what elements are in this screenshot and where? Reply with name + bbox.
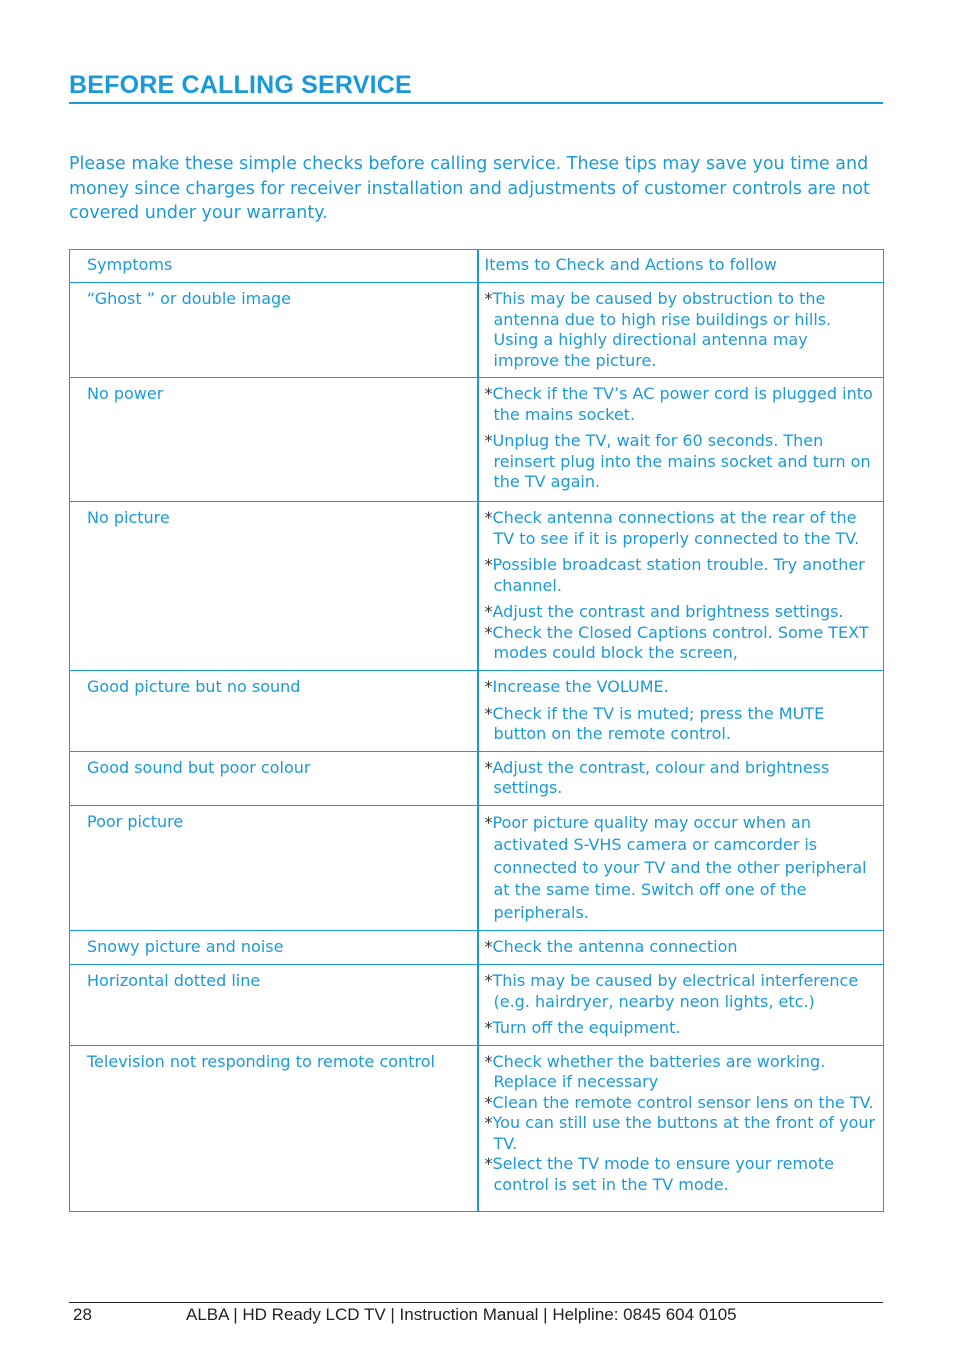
actions-cell xyxy=(478,751,884,805)
symptom-cell: Television not responding to remote control xyxy=(70,1045,478,1211)
action-item: *Increase the VOLUME. xyxy=(484,677,669,696)
actions-cell xyxy=(478,965,884,1046)
actions-cell xyxy=(478,1045,884,1211)
actions-cell xyxy=(478,671,884,752)
table-row xyxy=(70,751,884,805)
page-title: BEFORE CALLING SERVICE xyxy=(69,70,883,104)
action-item: *Check the antenna connection xyxy=(484,937,738,956)
action-item: *Clean the remote control sensor lens on the TV. xyxy=(484,1092,874,1112)
action-item: *Check antenna connections at the rear of the TV to see if it is properly connected to the TV. xyxy=(484,508,860,548)
action-item: *Select the TV mode to ensure your remote control is set in the TV mode. xyxy=(484,1154,834,1194)
actions-cell xyxy=(478,502,884,671)
actions-cell xyxy=(478,805,884,931)
symptom-cell: Good sound but poor colour xyxy=(70,751,478,805)
table-row xyxy=(70,931,884,965)
action-item: *Check whether the batteries are working. Replace if necessary xyxy=(484,1051,826,1091)
table-header-row xyxy=(70,250,884,283)
action-item: *Check if the TV’s AC power cord is plugged into the mains socket. xyxy=(484,384,873,424)
table-row xyxy=(70,1045,884,1211)
table-row xyxy=(70,502,884,671)
action-item: *Adjust the contrast, colour and brightness settings. xyxy=(484,757,830,797)
action-item: *Turn off the equipment. xyxy=(484,1018,681,1037)
footer-text: ALBA | HD Ready LCD TV | Instruction Manual | Helpline: 0845 604 0105 xyxy=(186,1305,737,1324)
action-item: *Check the Closed Captions control. Some TEXT modes could block the screen, xyxy=(484,622,869,662)
actions-cell xyxy=(478,378,884,502)
symptom-cell: “Ghost ” or double image xyxy=(70,283,478,378)
symptom-cell: Poor picture xyxy=(70,805,478,931)
action-item: *This may be caused by obstruction to the antenna due to high rise buildings or hills. Using a highly directional antenna may improve the picture. xyxy=(484,289,832,370)
intro-paragraph: Please make these simple checks before calling service. These tips may save you time and money since charges for receiver installation and adjustments of customer controls are not covered under your warranty. xyxy=(69,154,870,223)
actions-cell xyxy=(478,931,884,965)
table-row xyxy=(70,378,884,502)
table-row xyxy=(70,671,884,752)
table-row xyxy=(70,805,884,931)
action-item: *Possible broadcast station trouble. Try another channel. xyxy=(484,555,865,595)
page-number: 28 xyxy=(73,1305,92,1324)
table-row xyxy=(70,965,884,1046)
table-row xyxy=(70,283,884,378)
action-item: *Unplug the TV, wait for 60 seconds. Then reinsert plug into the mains socket and turn on the TV again. xyxy=(484,431,871,491)
action-item: *Check if the TV is muted; press the MUTE button on the remote control. xyxy=(484,703,825,743)
footer-divider xyxy=(69,1302,883,1303)
troubleshooting-table xyxy=(69,249,884,1212)
action-item: *This may be caused by electrical interference (e.g. hairdryer, nearby neon lights, etc.) xyxy=(484,971,859,1011)
symptom-cell: No picture xyxy=(70,502,478,671)
symptom-cell: No power xyxy=(70,378,478,502)
symptom-cell: Snowy picture and noise xyxy=(70,931,478,965)
symptom-cell: Good picture but no sound xyxy=(70,671,478,752)
actions-cell xyxy=(478,283,884,378)
header-symptoms: Symptoms xyxy=(70,250,478,283)
symptom-cell: Horizontal dotted line xyxy=(70,965,478,1046)
header-actions: Items to Check and Actions to follow xyxy=(478,250,884,283)
action-item: *Poor picture quality may occur when an activated S-VHS camera or camcorder is connected to your TV and the other peripheral at the same time. Switch off one of the peripherals. xyxy=(484,812,867,922)
action-item: *Adjust the contrast and brightness settings. xyxy=(484,602,844,621)
action-item: *You can still use the buttons at the front of your TV. xyxy=(484,1113,876,1153)
